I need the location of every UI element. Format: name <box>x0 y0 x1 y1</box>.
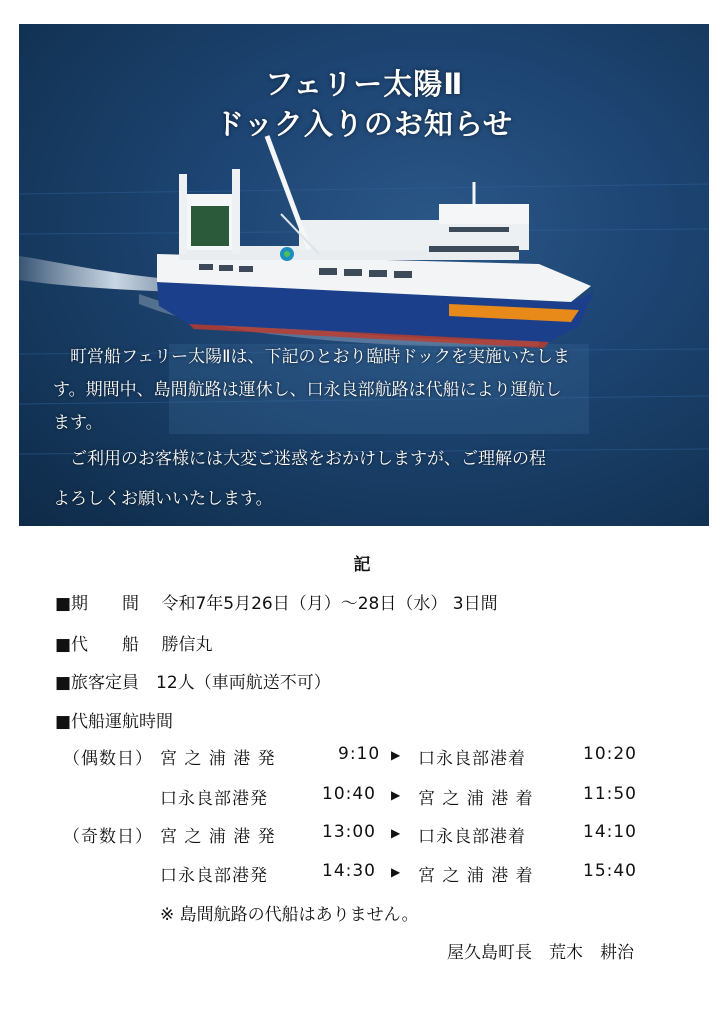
schedule-day-label: （偶数日） <box>63 749 153 769</box>
schedule-to: 宮 之 浦 港 着 <box>418 789 534 809</box>
schedule-arr-time: 15:40 <box>583 861 637 881</box>
substitute-ship-row: ■代 船 勝信丸 <box>55 635 213 655</box>
substitute-note: ※ 島間航路の代船はありません。 <box>160 905 419 925</box>
schedule-dep-time: 10:40 <box>322 784 376 804</box>
announcement-line-3: ます。 <box>53 413 103 433</box>
schedule-arr-time: 14:10 <box>583 822 637 842</box>
announcement-line-5: よろしくお願いいたします。 <box>53 489 273 509</box>
arrow-icon: ▶ <box>391 788 402 802</box>
mayor-signature: 屋久島町長 荒木 耕治 <box>447 943 634 963</box>
ferry-ship <box>157 136 594 348</box>
announcement-line-2: す。期間中、島間航路は運休し、口永良部航路は代船により運航し <box>53 380 562 400</box>
schedule-to: 宮 之 浦 港 着 <box>418 866 534 886</box>
schedule-day-label: （奇数日） <box>63 827 153 847</box>
schedule-heading: ■代船運航時間 <box>55 712 174 732</box>
schedule-to: 口永良部港着 <box>418 749 526 769</box>
schedule-arr-time: 11:50 <box>583 784 637 804</box>
announcement-line-1: 町営船フェリー太陽Ⅱは、下記のとおり臨時ドックを実施いたしま <box>53 347 570 367</box>
schedule-arr-time: 10:20 <box>583 744 637 764</box>
schedule-from: 口永良部港発 <box>160 866 268 886</box>
schedule-dep-time: 13:00 <box>322 822 376 842</box>
schedule-to: 口永良部港着 <box>418 827 526 847</box>
schedule-dep-time: 14:30 <box>322 861 376 881</box>
arrow-icon: ▶ <box>391 748 402 762</box>
schedule-from: 口永良部港発 <box>160 789 268 809</box>
title-line-2: ドック入りのお知らせ <box>215 107 513 141</box>
hero-image <box>19 24 709 526</box>
schedule-dep-time: 9:10 <box>338 744 381 764</box>
ki-heading: 記 <box>353 555 371 575</box>
title-line-1: フェリー太陽Ⅱ <box>264 67 464 101</box>
schedule-from: 宮 之 浦 港 発 <box>160 749 276 769</box>
arrow-icon: ▶ <box>391 865 402 879</box>
announcement-line-4: ご利用のお客様には大変ご迷惑をおかけしますが、ご理解の程 <box>53 449 546 469</box>
capacity-row: ■旅客定員 12人（車両航送不可） <box>55 673 331 693</box>
period-row: ■期 間 令和7年5月26日（月）～28日（水） 3日間 <box>55 594 498 614</box>
schedule-from: 宮 之 浦 港 発 <box>160 827 276 847</box>
arrow-icon: ▶ <box>391 826 402 840</box>
